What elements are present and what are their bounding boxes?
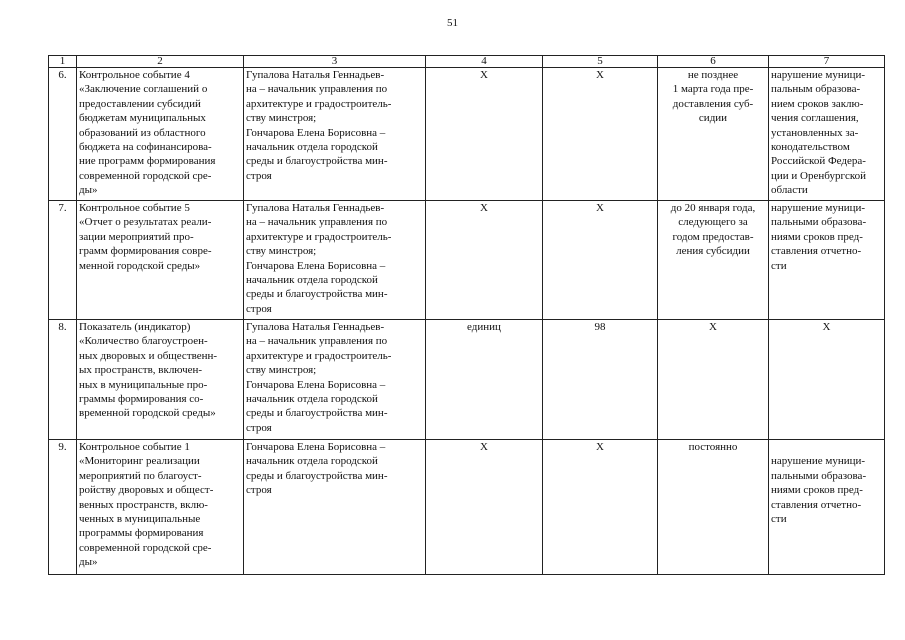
responsible-cell: Гончарова Елена Борисовна – начальник отдела городской среды и благоустройства мин- строя: [244, 440, 426, 575]
header-col-6: 6: [658, 56, 769, 68]
row-number: 8.: [49, 320, 77, 440]
header-col-5: 5: [543, 56, 658, 68]
responsible-cell: Гупалова Наталья Геннадьев- на – начальник управления по архитектуре и градостроитель- ству минстроя; Гончарова Елена Борисовна – начальник отдела городской среды и благоустройства мин- строя: [244, 320, 426, 440]
col4-cell: Х: [426, 440, 543, 575]
violation-cell: нарушение муници- пальным образова- нием сроков заклю- чения соглашения, установленных за- конодательством Российской Федера- ции и Оренбургской области: [769, 68, 885, 201]
header-col-4: 4: [426, 56, 543, 68]
violation-cell: нарушение муници- пальными образова- ниями сроков пред- ставления отчетно- сти: [769, 440, 885, 575]
table-row: [49, 201, 885, 320]
col5-cell: Х: [543, 201, 658, 320]
deadline-cell: постоянно: [658, 440, 769, 575]
row-number: 9.: [49, 440, 77, 575]
event-cell: Контрольное событие 1 «Мониторинг реализации мероприятий по благоуст- ройству дворовых и общест- венных пространств, вклю- ченных в муниципальные программы формирования современной городской сре- ды»: [77, 440, 244, 575]
violation-cell: нарушение муници- пальными образова- ниями сроков пред- ставления отчетно- сти: [769, 201, 885, 320]
row-number: 6.: [49, 68, 77, 201]
responsible-cell: Гупалова Наталья Геннадьев- на – начальник управления по архитектуре и градостроитель- ству минстроя; Гончарова Елена Борисовна – начальник отдела городской среды и благоустройства мин- строя: [244, 68, 426, 201]
deadline-cell: до 20 января года, следующего за годом предостав- ления субсидии: [658, 201, 769, 320]
deadline-cell: не позднее 1 марта года пре- доставления суб- сидии: [658, 68, 769, 201]
table-row: [49, 68, 885, 201]
violation-cell: Х: [769, 320, 885, 440]
col4-cell: единиц: [426, 320, 543, 440]
event-cell: Показатель (индикатор) «Количество благоустроен- ных дворовых и общественн- ых пространств, включен- ных в муниципальные про- граммы формирования со- временной городской среды»: [77, 320, 244, 440]
table-row: [49, 320, 885, 440]
control-events-table: [48, 55, 885, 575]
header-col-2: 2: [77, 56, 244, 68]
event-cell: Контрольное событие 5 «Отчет о результатах реали- зации мероприятий про- грамм формирования совре- менной городской среды»: [77, 201, 244, 320]
header-col-1: 1: [49, 56, 77, 68]
header-col-7: 7: [769, 56, 885, 68]
row-number: 7.: [49, 201, 77, 320]
table-row: [49, 440, 885, 575]
deadline-cell: Х: [658, 320, 769, 440]
col5-cell: 98: [543, 320, 658, 440]
col5-cell: Х: [543, 68, 658, 201]
col4-cell: Х: [426, 68, 543, 201]
page-number: 51: [447, 17, 458, 29]
col5-cell: Х: [543, 440, 658, 575]
event-cell: Контрольное событие 4 «Заключение соглашений о предоставлении субсидий бюджетам муниципальных образований из областного бюджета на софинансирова- ние программ формирования современной городской сре- ды»: [77, 68, 244, 201]
col4-cell: Х: [426, 201, 543, 320]
header-col-3: 3: [244, 56, 426, 68]
responsible-cell: Гупалова Наталья Геннадьев- на – начальник управления по архитектуре и градостроитель- ству минстроя; Гончарова Елена Борисовна – начальник отдела городской среды и благоустройства мин- строя: [244, 201, 426, 320]
table-header-row: [49, 56, 885, 68]
